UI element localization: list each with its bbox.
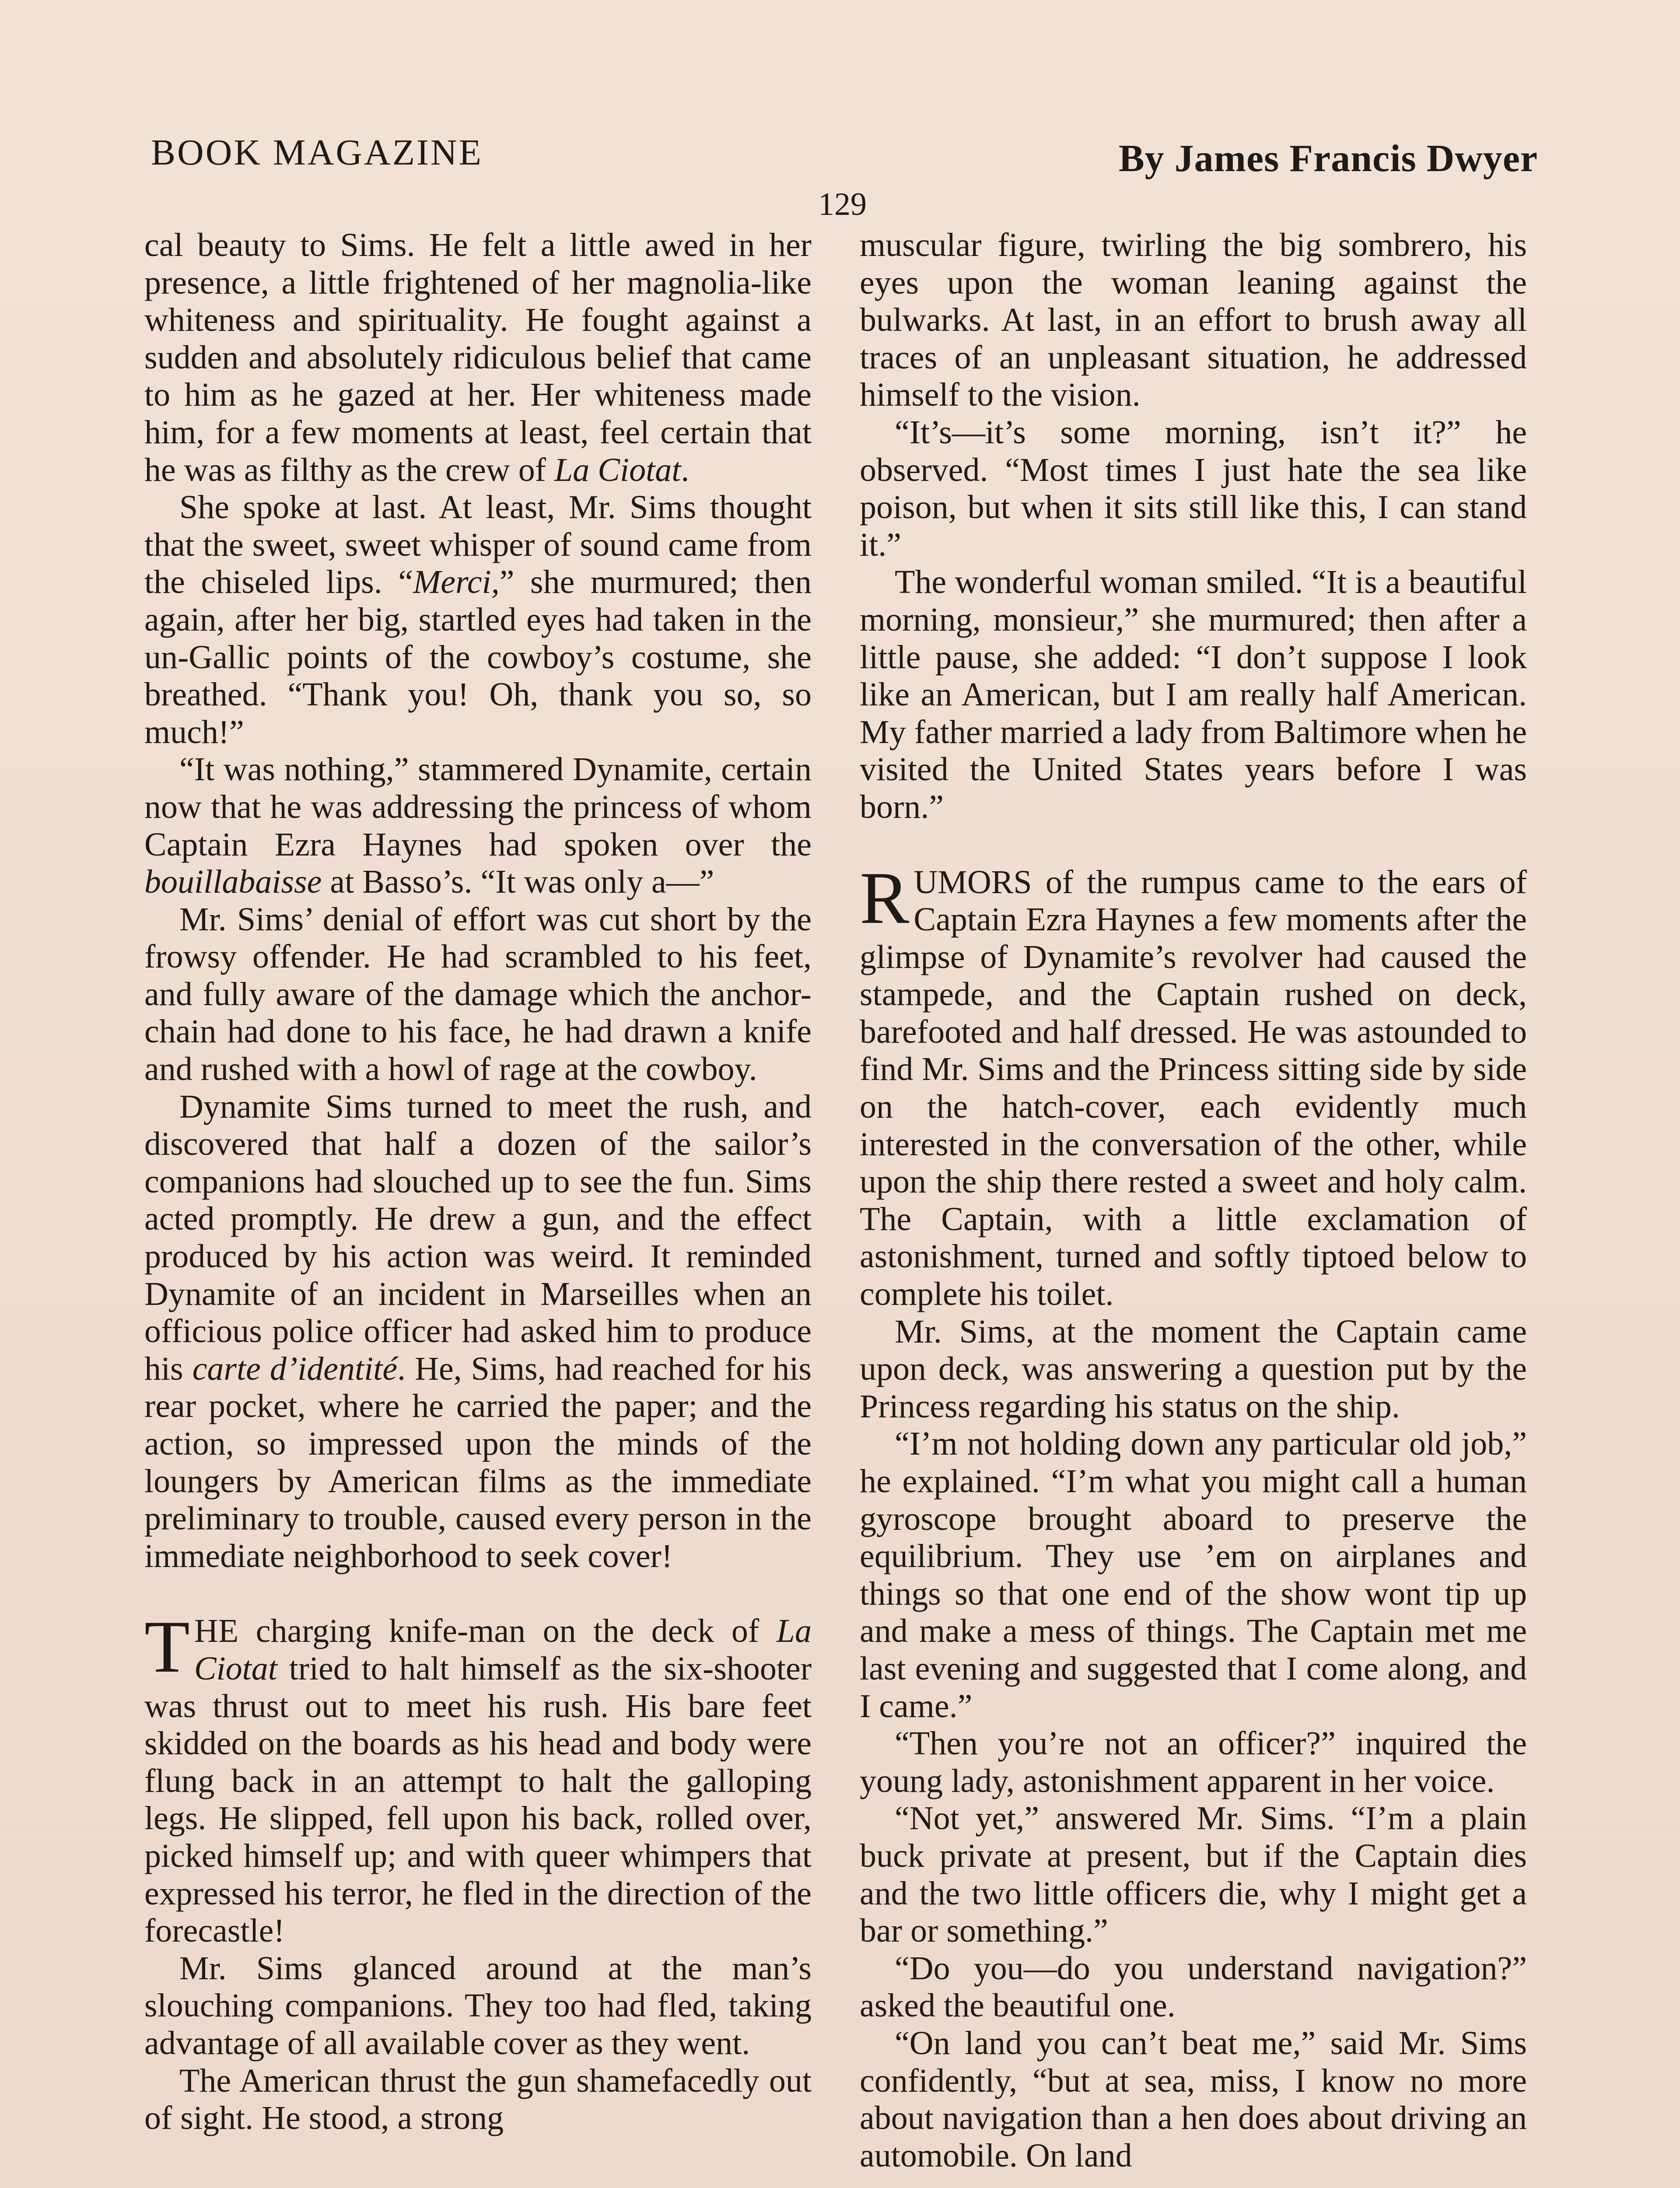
section-paragraph — [144, 1606, 812, 1950]
paragraph — [144, 1950, 812, 2062]
text-run: . — [681, 451, 690, 488]
text-run: “It was nothing,” stammered Dynamite, certain now that he was addressing the princess of whom Captain Ezra Haynes had spoken over the — [144, 751, 812, 863]
paragraph — [860, 1313, 1527, 1426]
text-run: The American thrust the gun shamefacedly out of sight. He stood, a strong — [144, 2062, 812, 2137]
paragraph — [860, 1425, 1527, 1725]
text-run: “Do you—do you understand navigation?” asked the beautiful one. — [860, 1950, 1527, 2024]
paragraph — [860, 1800, 1527, 1950]
text-run: Mr. Sims, at the moment the Captain came upon deck, was answering a question put by the Princess regarding his status on the ship. — [860, 1313, 1527, 1425]
text-column-right — [860, 227, 1527, 2174]
text-run: . He, Sims, had reached for his rear pocket, where he carried the paper; and the action, so impressed upon the minds of the loungers by American films as the immediate preliminary to trouble, caused every person in the immediate neighborhood to seek cover! — [144, 1350, 812, 1574]
italic-text: bouillabaisse — [144, 863, 322, 901]
text-run: Mr. Sims’ denial of effort was cut short by the frowsy offender. He had scrambled to his feet, and fully aware of the damage which the anchor-chain had done to his face, he had drawn a knife and rushed with a howl of rage at the cowboy. — [144, 901, 812, 1088]
paragraph — [860, 414, 1527, 564]
paragraph — [860, 227, 1527, 414]
text-run: “On land you can’t beat me,” said Mr. Sims confidently, “but at sea, miss, I know no more about navigation than a hen does about driving an automobile. On land — [860, 2024, 1527, 2174]
text-run: muscular figure, twirling the big sombrero, his eyes upon the woman leaning against the bulwarks. At last, in an effort to brush away all traces of an unpleasant situation, he addressed himself to the vision. — [860, 227, 1527, 414]
paragraph — [860, 1725, 1527, 1800]
text-run: “I’m not holding down any particular old job,” he explained. “I’m what you might call a human gyroscope brought aboard to preserve the equilibrium. They use ’em on airplanes and things so that one end of the show wont tip up and make a mess of things. The Captain met me last evening and suggested that I come along, and I came.” — [860, 1425, 1527, 1725]
paragraph — [144, 901, 812, 1088]
text-run: Dynamite Sims turned to meet the rush, and discovered that half a dozen of the sailor’s companions had slouched up to see the fun. Sims acted promptly. He drew a gun, and the effect produced by his action was weird. It reminded Dynamite of an incident in Marseilles when an officious police officer had asked him to produce his — [144, 1088, 812, 1387]
text-run: RUMORS of the rumpus came to the ears of Captain Ezra Haynes a few moments after the glimpse of Dynamite’s revolver had caused the stampede, and the Captain rushed on deck, barefooted and half dressed. He was astounded to find Mr. Sims and the Princess sitting side by side on the hatch-cover, each evidently much interested in the conversation of the other, while upon the ship there rested a sweet and holy calm. The Captain, with a little exclamation of astonishment, turned and softly tiptoed below to complete his toilet. — [860, 856, 1527, 1313]
text-run: at Basso’s. “It was only a—” — [322, 863, 714, 901]
italic-text: Merci, — [413, 564, 500, 601]
text-run: “Not yet,” answered Mr. Sims. “I’m a plain buck private at present, but if the Captain dies and the two little officers die, why I might get a bar or something.” — [860, 1800, 1527, 1950]
paragraph — [144, 751, 812, 901]
paragraph — [860, 2025, 1527, 2174]
italic-text: carte d’identité — [192, 1350, 398, 1387]
text-run: ” she murmured; then again, after her big, startled eyes had taken in the un-Gallic points of the cowboy’s costume, she breathed. “Thank you! Oh, thank you so, so much!” — [144, 564, 812, 750]
text-run: cal beauty to Sims. He felt a little awed in her presence, a little frightened of her magnolia-like whiteness and spirituality. He fought against a sudden and absolutely ridiculous belief that came to him as he gazed at her. Her whiteness made him, for a few moments at least, feel certain that he was as filthy as the crew of — [144, 227, 812, 488]
text-column-left — [144, 227, 812, 2137]
text-run: “Then you’re not an officer?” inquired the young lady, astonishment apparent in her voice. — [860, 1725, 1527, 1799]
paragraph — [860, 1950, 1527, 2025]
text-run: tried to halt himself as the six-shooter was thrust out to meet his rush. His bare feet skidded on the boards as his head and body were flung back in an attempt to halt the galloping legs. He slipped, fell upon his back, rolled over, picked himself up; and with queer whimpers that expressed his terror, he fled in the direction of the forecastle! — [144, 1650, 812, 1950]
italic-text: La Ciotat — [554, 451, 681, 488]
italic-text: La Ciotat — [194, 1613, 812, 1687]
running-header-byline: By James Francis Dwyer — [1118, 137, 1538, 180]
paragraph — [144, 2062, 812, 2137]
paragraph — [144, 227, 812, 489]
section-paragraph — [860, 856, 1527, 1313]
paragraph — [144, 1088, 812, 1575]
text-run: The wonderful woman smiled. “It is a beautiful morning, monsieur,” she murmured; then after a little pause, she added: “I don’t suppose I look like an American, but I am really half American. My father married a lady from Baltimore when he visited the United States years before I was born.” — [860, 564, 1527, 825]
text-run: She spoke at last. At least, Mr. Sims thought that the sweet, sweet whisper of sound came from the chiseled lips. “ — [144, 489, 812, 601]
page-number: 129 — [818, 186, 867, 222]
text-run: THE charging knife-man on the deck of — [144, 1606, 777, 1688]
text-run: Mr. Sims glanced around at the man’s slouching companions. They too had fled, taking advantage of all available cover as they went. — [144, 1950, 812, 2062]
running-header-magazine: BOOK MAGAZINE — [151, 132, 483, 173]
text-run: “It’s—it’s some morning, isn’t it?” he observed. “Most times I just hate the sea like poison, but when it sits still like this, I can stand it.” — [860, 414, 1527, 563]
paragraph — [144, 489, 812, 751]
paragraph — [860, 564, 1527, 826]
